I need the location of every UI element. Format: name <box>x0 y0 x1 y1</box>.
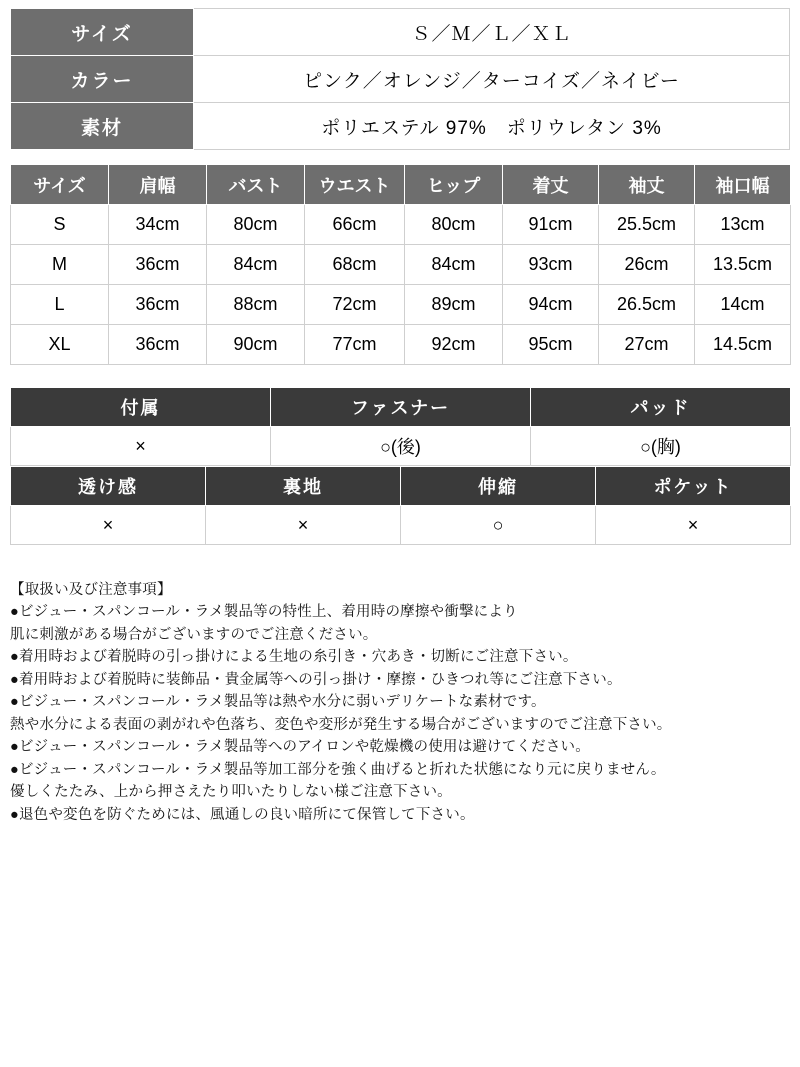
cell-bust: 90cm <box>207 325 305 365</box>
cell-waist: 72cm <box>305 285 405 325</box>
spacer <box>10 365 790 387</box>
col-header-bust: バスト <box>207 165 305 205</box>
feature-value-sheerness: × <box>11 506 206 545</box>
cell-size: M <box>11 245 109 285</box>
cell-bust: 88cm <box>207 285 305 325</box>
table-row <box>11 205 791 245</box>
care-notes <box>10 579 790 826</box>
feature-value-stretch: ○ <box>401 506 596 545</box>
spec-value-material: ポリエステル 97% ポリウレタン 3% <box>194 103 790 150</box>
feature-header-stretch: 伸縮 <box>401 467 596 506</box>
care-note-line: ●ビジュー・スパンコール・ラメ製品等は熱や水分に弱いデリケートな素材です。 <box>10 694 546 711</box>
cell-length: 95cm <box>503 325 599 365</box>
feature-value-zipper: ○(後) <box>271 427 531 466</box>
table-row <box>11 285 791 325</box>
feature-value-lining: × <box>206 506 401 545</box>
cell-length: 93cm <box>503 245 599 285</box>
table-row <box>11 427 791 466</box>
feature-table-accessories <box>10 387 791 466</box>
spec-value-color: ピンク／オレンジ／ターコイズ／ネイビー <box>194 56 790 103</box>
feature-header-sheerness: 透け感 <box>11 467 206 506</box>
feature-value-attachment: × <box>11 427 271 466</box>
cell-size: XL <box>11 325 109 365</box>
spec-label-size: サイズ <box>11 9 194 56</box>
col-header-length: 着丈 <box>503 165 599 205</box>
feature-header-attachment: 付属 <box>11 388 271 427</box>
cell-bust: 84cm <box>207 245 305 285</box>
table-header-row <box>11 388 791 427</box>
cell-size: S <box>11 205 109 245</box>
care-notes-title: 【取扱い及び注意事項】 <box>10 582 172 598</box>
cell-hip: 80cm <box>405 205 503 245</box>
feature-value-pad: ○(胸) <box>531 427 791 466</box>
feature-value-pocket: × <box>596 506 791 545</box>
cell-shoulder: 34cm <box>109 205 207 245</box>
cell-shoulder: 36cm <box>109 325 207 365</box>
spec-label-color: カラー <box>11 56 194 103</box>
care-note-line: ●着用時および着脱時に装飾品・貴金属等への引っ掛け・摩擦・ひきつれ等にご注意下さい。 <box>10 671 622 688</box>
cell-shoulder: 36cm <box>109 285 207 325</box>
col-header-cuff-width: 袖口幅 <box>695 165 791 205</box>
care-note-line: ●ビジュー・スパンコール・ラメ製品等へのアイロンや乾燥機の使用は避けてください。 <box>10 739 590 756</box>
cell-length: 91cm <box>503 205 599 245</box>
care-note-line: ●着用時および着脱時の引っ掛けによる生地の糸引き・穴あき・切断にご注意下さい。 <box>10 649 578 666</box>
cell-waist: 77cm <box>305 325 405 365</box>
cell-sleeve-length: 26.5cm <box>599 285 695 325</box>
feature-header-pocket: ポケット <box>596 467 791 506</box>
feature-header-zipper: ファスナー <box>271 388 531 427</box>
cell-waist: 66cm <box>305 205 405 245</box>
table-row <box>11 103 790 150</box>
care-note-line: ●ビジュー・スパンコール・ラメ製品等の特性上、着用時の摩擦や衝撃により <box>10 604 518 621</box>
table-header-row <box>11 467 791 506</box>
measurement-table <box>10 164 791 365</box>
cell-sleeve-length: 26cm <box>599 245 695 285</box>
cell-length: 94cm <box>503 285 599 325</box>
col-header-waist: ウエスト <box>305 165 405 205</box>
cell-size: L <box>11 285 109 325</box>
table-row <box>11 325 791 365</box>
table-row <box>11 56 790 103</box>
feature-header-lining: 裏地 <box>206 467 401 506</box>
cell-cuff-width: 13.5cm <box>695 245 791 285</box>
care-note-line: 熱や水分による表面の剥がれや色落ち、変色や変形が発生する場合がございますのでご注意下さい。 <box>10 716 672 733</box>
cell-hip: 84cm <box>405 245 503 285</box>
table-row <box>11 9 790 56</box>
spec-label-material: 素材 <box>11 103 194 150</box>
cell-cuff-width: 14.5cm <box>695 325 791 365</box>
col-header-hip: ヒップ <box>405 165 503 205</box>
spacer <box>10 150 790 164</box>
feature-table-properties <box>10 466 791 545</box>
col-header-size: サイズ <box>11 165 109 205</box>
care-note-line: ●退色や変色を防ぐためには、風通しの良い暗所にて保管して下さい。 <box>10 806 475 823</box>
table-row <box>11 245 791 285</box>
table-row <box>11 506 791 545</box>
feature-header-pad: パッド <box>531 388 791 427</box>
cell-cuff-width: 14cm <box>695 285 791 325</box>
cell-sleeve-length: 27cm <box>599 325 695 365</box>
spec-value-size: Ｓ／Ｍ／Ｌ／ＸＬ <box>194 9 790 56</box>
care-note-line: ●ビジュー・スパンコール・ラメ製品等加工部分を強く曲げると折れた状態になり元に戻りません。 <box>10 761 666 778</box>
care-note-line: 肌に刺激がある場合がございますのでご注意ください。 <box>10 626 378 643</box>
care-note-line: 優しくたたみ、上から押さえたり叩いたりしない様ご注意下さい。 <box>10 784 452 801</box>
cell-hip: 92cm <box>405 325 503 365</box>
cell-sleeve-length: 25.5cm <box>599 205 695 245</box>
cell-hip: 89cm <box>405 285 503 325</box>
table-header-row <box>11 165 791 205</box>
cell-waist: 68cm <box>305 245 405 285</box>
cell-shoulder: 36cm <box>109 245 207 285</box>
col-header-sleeve-length: 袖丈 <box>599 165 695 205</box>
col-header-shoulder: 肩幅 <box>109 165 207 205</box>
cell-cuff-width: 13cm <box>695 205 791 245</box>
cell-bust: 80cm <box>207 205 305 245</box>
spec-table <box>10 8 790 150</box>
